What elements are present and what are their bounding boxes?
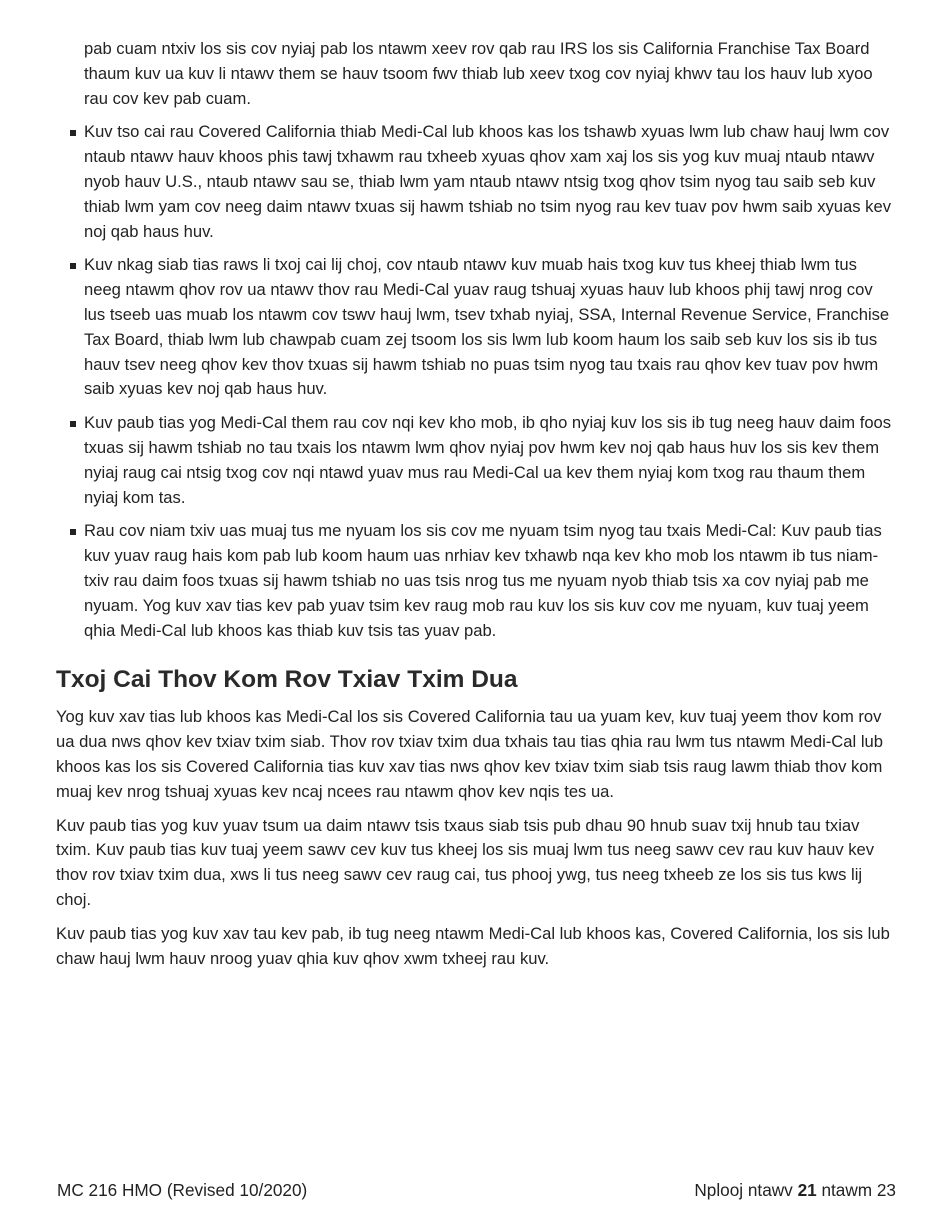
square-bullet-icon xyxy=(70,263,76,269)
section-paragraph: Kuv paub tias yog kuv yuav tsum ua daim ntawv tsis txaus siab tsis pub dhau 90 hnub suav txij hnub tau txiav txim. Kuv paub tias kuv tuaj yeem sawv cev kuv tus kheej los sis muaj lwm tus neeg sawv cev rau kuv hauv kev thov rov txiav txim dua, xws li tus neeg sawv cev raug cai, tus phooj ywg, tus neeg txheeb ze los sis tus kws lij choj. xyxy=(56,815,875,909)
square-bullet-icon xyxy=(70,421,76,427)
square-bullet-icon xyxy=(70,529,76,535)
form-id: MC 216 HMO (Revised 10/2020) xyxy=(57,1180,308,1200)
bullet-item xyxy=(84,120,896,244)
continued-paragraph: pab cuam ntxiv los sis cov nyiaj pab los ntawm xeev rov qab rau IRS los sis California Franchise Tax Board thaum kuv ua kuv li ntawv them se hauv tsoom fwv thiab lub xeev txog cov nyiaj khwv tau los hauv lub xyoo rau cov kev pab cuam. xyxy=(84,39,873,108)
bullet-list xyxy=(56,120,896,643)
page-prefix: Nplooj ntawv xyxy=(694,1180,793,1200)
bullet-item xyxy=(84,411,896,510)
bullet-item xyxy=(84,253,896,402)
section-paragraph: Yog kuv xav tias lub khoos kas Medi-Cal los sis Covered California tau ua yuam kev, kuv tuaj yeem thov kom rov ua dua nws qhov kev txiav txim siab. Thov rov txiav txim dua txhais tau tias qhia rau lwm tus ntawm Medi-Cal lub khoos kas los sis Covered California tias kuv xav tias nws qhov kev txiav txim siab tsis raug lawm thiab thov kom muaj kev nrog tshuaj xyuas kev ncaj ncees rau ntawm qhov kev nqis tes ua. xyxy=(56,707,883,801)
document-page xyxy=(56,37,896,980)
page-counter xyxy=(694,1178,896,1202)
bullet-item xyxy=(84,519,896,643)
section-paragraph: Kuv paub tias yog kuv xav tau kev pab, ib tug neeg ntawm Medi-Cal lub khoos kas, Covered California, los sis lub chaw hauj lwm hauv nroog yuav qhia kuv qhov xwm txheej rau kuv. xyxy=(56,923,890,968)
square-bullet-icon xyxy=(70,130,76,136)
section-heading: Txoj Cai Thov Kom Rov Txiav Txim Dua xyxy=(56,666,518,694)
bullet-text: Kuv tso cai rau Covered California thiab Medi-Cal lub khoos kas los tshawb xyuas lwm lub chaw hauj lwm cov ntaub ntawv hauv khoos phis tawj txhawm rau txheeb xyuas qhov xam xaj los sis yog kuv muaj ntaub ntawv nyob hauv U.S., ntaub ntawv sau se, thiab lwm yam ntaub ntawv ntsig txog qhov tsim nyog tau saib seb kuv thiab lwm yam cov neeg daim ntawv txuas sij hawm tshiab no tsim nyog rau kev tuav pov hwm saib xyuas kev noj qab haus huv. xyxy=(84,122,891,241)
page-number: 21 xyxy=(797,1180,817,1200)
bullet-text: Kuv paub tias yog Medi-Cal them rau cov nqi kev kho mob, ib qho nyiaj kuv los sis ib tug neeg hauv daim foos txuas sij hawm tshiab no tau txais los ntawm lwm qhov nyiaj pov hwm kev noj qab haus huv los sis kev them nyiaj raug cai ntsig txog cov nqi ntawd yuav mus rau Medi-Cal ua kev them nyiaj kom txog rau thaum them nyiaj kom tas. xyxy=(84,413,892,507)
page-footer xyxy=(57,1178,896,1202)
page-total: 23 xyxy=(876,1180,896,1200)
page-middle: ntawm xyxy=(821,1180,873,1200)
bullet-text: Kuv nkag siab tias raws li txoj cai lij choj, cov ntaub ntawv kuv muab hais txog kuv tus kheej thiab lwm tus neeg ntawm qhov rov ua ntawv thov rau Medi-Cal yuav raug tshuaj xyuas hauv lub khoos phij tawj nrog cov lus tseeb uas muab los ntawm cov tswv hauj lwm, tsev txhab nyiaj, SSA, Internal Revenue Service, Franchise Tax Board, thiab lwm lub chawpab cuam zej tsoom los sis lwm lub koom haum los saib seb kuv los sis ib tus hauv tsev neeg qhov kev thov txuas sij hawm tshiab no puas tsim nyog tau txais rau qhov kev tuav pov hwm saib xyuas kev noj qab haus huv. xyxy=(84,255,890,399)
bullet-text: Rau cov niam txiv uas muaj tus me nyuam los sis cov me nyuam tsim nyog tau txais Medi-Cal: Kuv paub tias kuv yuav raug hais kom pab lub koom haum uas nrhiav kev txhawb nqa kev kho mob los ntawm ib tus niam-txiv rau daim foos txuas sij hawm tshiab no uas tsis nrog tus me nyuam nyob thiab tsis xa cov nyiaj pab me nyuam. Yog kuv xav tias kev pab yuav tsim kev raug mob rau kuv los sis kuv cov me nyuam, kuv tuaj yeem qhia Medi-Cal lub khoos kas thiab kuv tsis tas yuav pab. xyxy=(84,521,882,640)
